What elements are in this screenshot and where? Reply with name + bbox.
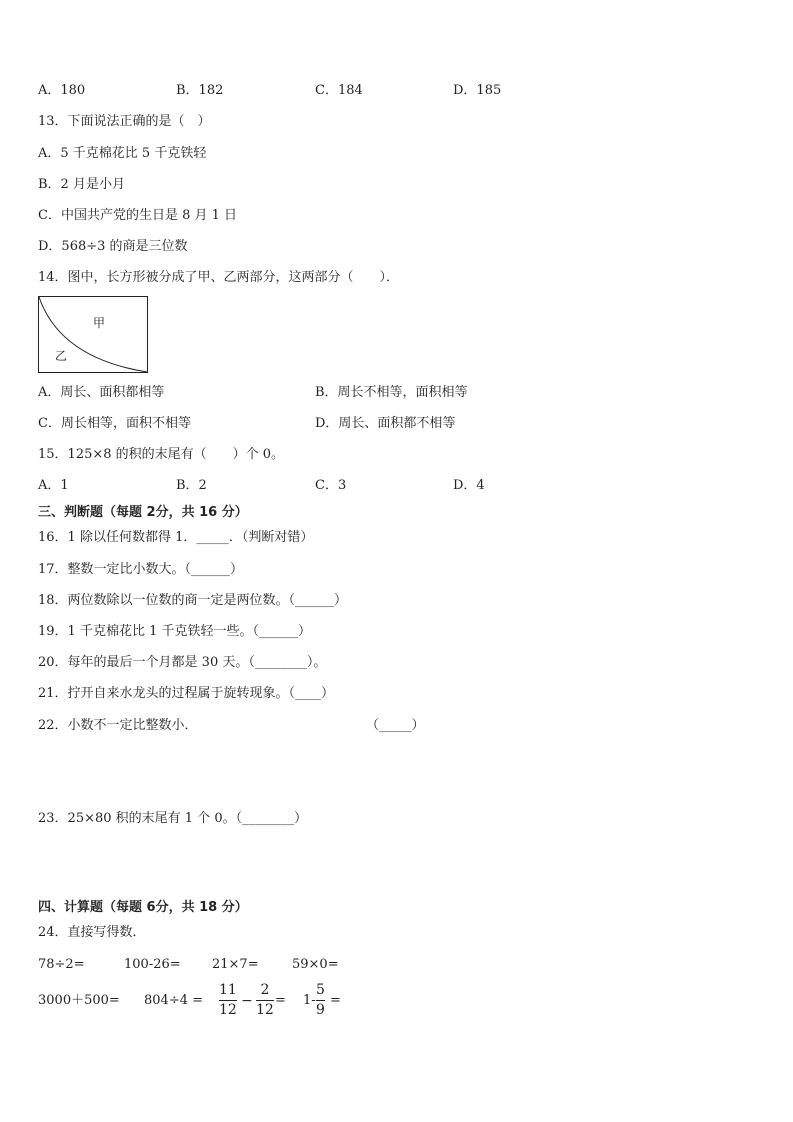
q13-option-d: D．568÷3 的商是三位数: [38, 239, 188, 254]
q12-option-b: B．182: [176, 83, 224, 98]
fraction-numerator: 11: [219, 982, 237, 998]
calc-item: 21×7=: [212, 957, 259, 972]
fraction-numerator: 2: [260, 982, 270, 998]
fraction-denominator: 12: [256, 1002, 274, 1018]
q14-option-b: B．周长不相等，面积相等: [315, 385, 468, 400]
one-minus-prefix: 1-: [303, 993, 316, 1008]
fraction-5-9: [316, 982, 325, 1019]
calc-item: 3000＋500=: [38, 993, 120, 1008]
section4-heading: 四、计算题（每题 6分，共 18 分）: [38, 900, 248, 915]
q15-option-c: C．3: [315, 478, 347, 493]
q15-option-b: B．2: [176, 478, 207, 493]
q21: 21．拧开自来水龙头的过程属于旋转现象。（____）: [38, 686, 335, 701]
q19: 19．1 千克棉花比 1 千克铁轻一些。（______）: [38, 624, 311, 639]
q12-option-c: C．184: [315, 83, 363, 98]
fraction-2-12: [256, 982, 274, 1019]
q17: 17．整数一定比小数大。（______）: [38, 562, 244, 577]
q24-stem: 24．直接写得数．: [38, 925, 146, 940]
q15-stem: 15．125×8 的积的末尾有（ ）个 0。: [38, 447, 285, 462]
q23: 23．25×80 积的末尾有 1 个 0。（________）: [38, 811, 308, 826]
fraction-numerator: 5: [316, 982, 325, 998]
q22: 22．小数不一定比整数小．: [38, 718, 198, 733]
equals-sign: =: [275, 993, 286, 1008]
fraction-bar: [256, 1000, 274, 1001]
q14-stem: 14．图中，长方形被分成了甲、乙两部分，这两部分（ ）．: [38, 270, 400, 285]
q20: 20．每年的最后一个月都是 30 天。（________）。: [38, 655, 327, 670]
rectangle-figure: [38, 296, 148, 373]
figure-label-yi: 乙: [55, 349, 68, 363]
q15-option-a: A．1: [38, 478, 69, 493]
calc-item: 78÷2=: [38, 957, 85, 972]
fraction-bar: [316, 1000, 325, 1001]
q15-option-d: D．4: [453, 478, 485, 493]
q13-option-a: A．5 千克棉花比 5 千克铁轻: [38, 146, 207, 161]
fraction-denominator: 9: [316, 1002, 325, 1018]
fraction-denominator: 12: [219, 1002, 237, 1018]
q13-option-c: C．中国共产党的生日是 8 月 1 日: [38, 208, 238, 223]
q13-option-b: B．2 月是小月: [38, 177, 125, 192]
q13-stem: 13．下面说法正确的是（ ）: [38, 114, 211, 129]
q22-answer-blank: （_____）: [366, 718, 425, 733]
calc-item: 804÷4 =: [144, 993, 204, 1008]
q14-option-c: C．周长相等，面积不相等: [38, 416, 191, 431]
q12-option-d: D．185: [453, 83, 502, 98]
q14-option-d: D．周长、面积都不相等: [315, 416, 456, 431]
figure-label-jia: 甲: [93, 316, 106, 330]
equals-sign: =: [330, 993, 341, 1008]
calc-item: 59×0=: [292, 957, 339, 972]
q16: 16．1 除以任何数都得 1．_____．（判断对错）: [38, 530, 314, 545]
q18: 18．两位数除以一位数的商一定是两位数。（______）: [38, 593, 348, 608]
calc-item: 100-26=: [124, 957, 181, 972]
minus-sign: −: [241, 993, 253, 1009]
q12-option-a: A．180: [38, 83, 86, 98]
section3-heading: 三、判断题（每题 2分，共 16 分）: [38, 505, 248, 520]
fraction-11-12: [219, 982, 237, 1019]
fraction-bar: [219, 1000, 237, 1001]
q14-option-a: A．周长、面积都相等: [38, 385, 165, 400]
